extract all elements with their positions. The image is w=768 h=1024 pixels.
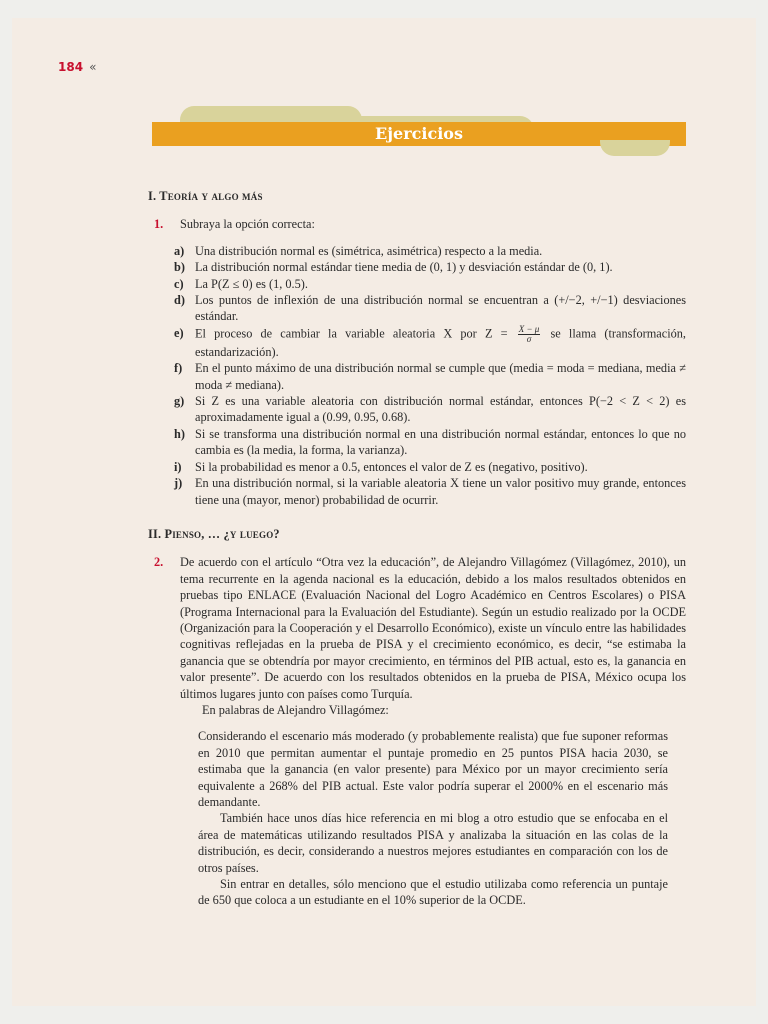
page-number bbox=[58, 60, 96, 74]
list-item bbox=[174, 393, 686, 426]
exercise-1 bbox=[148, 216, 686, 232]
item-text: La P(Z ≤ 0) es (1, 0.5). bbox=[195, 276, 308, 291]
item-text: Los puntos de inflexión de una distribución normal se encuentran a (+/−2, +/−1) desviaciones estándar. bbox=[195, 293, 686, 324]
item-text: Si la probabilidad es menor a 0.5, entonces el valor de Z es (negativo, positivo). bbox=[195, 459, 588, 474]
item-text: En el punto máximo de una distribución normal se cumple que (media = moda = mediana, media ≠ moda ≠ mediana). bbox=[195, 361, 686, 392]
item-letter: h) bbox=[174, 426, 185, 441]
item-text: Si se transforma una distribución normal en una distribución normal estándar, entonces lo que no cambia es (la media, la forma, la varianza). bbox=[195, 426, 686, 458]
list-item bbox=[174, 426, 686, 459]
list-item bbox=[174, 276, 686, 292]
quote-intro: En palabras de Alejandro Villagómez: bbox=[202, 702, 389, 717]
item-text: En una distribución normal, si la variable aleatoria X tiene un valor positivo muy grande, entonces tiene una (mayor, menor) probabilidad de ocurrir. bbox=[195, 476, 686, 507]
item-letter: c) bbox=[174, 276, 184, 291]
item-text-post: se llama (transformación, estandarización). bbox=[195, 326, 686, 359]
item-letter: g) bbox=[174, 394, 185, 409]
item-text bbox=[195, 325, 686, 360]
quote-paragraph: Sin entrar en detalles, sólo menciono que el estudio utilizaba como referencia un puntaje de 650 que coloca a un estudiante en el 10% superior de la OCDE. bbox=[198, 877, 668, 908]
list-item bbox=[174, 360, 686, 393]
item-text-pre: El proceso de cambiar la variable aleatoria X por Z = bbox=[195, 326, 508, 341]
exercise-paragraph: De acuerdo con el artículo “Otra vez la educación”, de Alejandro Villagómez (Villagómez, 2010), un tema recurrente en la agenda nacional es la educación, debido a los malos resultados obtenidos en pruebas tipo ENLACE (Evaluación Nacional del Logro Académico en Centros Escolares) o PISA (Programa Internacional para la Evaluación del Estudiante). Según un estudio realizado por la OCDE (Organización para la Cooperación y el Desarrollo Económico), existe un vínculo entre las habilidades cognitivas reflejadas en la prueba de PISA y el crecimiento económico, es decir, “se estimaba la ganancia que se obtendría por mayor crecimiento, en términos del PIB actual, esto es, la ganancia en valor presente”. De acuerdo con los resultados obtenidos en la prueba de PISA, México ocupa los últimos lugares junto con países como Turquía. bbox=[180, 555, 686, 701]
exercise-number: 1. bbox=[154, 217, 164, 232]
item-letter: a) bbox=[174, 243, 185, 258]
fraction-numerator: X − μ bbox=[518, 323, 540, 334]
item-letter: b) bbox=[174, 260, 185, 275]
block-quote bbox=[198, 728, 668, 908]
item-letter: i) bbox=[174, 459, 182, 474]
option-list bbox=[174, 243, 686, 508]
item-letter: e) bbox=[174, 325, 184, 340]
list-item bbox=[174, 292, 686, 325]
item-text: La distribución normal estándar tiene media de (0, 1) y desviación estándar de (0, 1). bbox=[195, 260, 613, 275]
list-item bbox=[174, 475, 686, 508]
item-text: Si Z es una variable aleatoria con distribución normal estándar, entonces P(−2 < Z < 2) es aproximadamente igual a (0.99, 0.95, 0.68). bbox=[195, 394, 686, 425]
page-number-text: 184 bbox=[58, 60, 84, 74]
quote-paragraph: Considerando el escenario más moderado (y probablemente realista) que fue suponer reformas en 2010 que permitan aumentar el puntaje promedio en 25 puntos PISA hacia 2030, se estimaba que la ganancia (en valor presente) para México por un mayor crecimiento sería equivalente a 268% del PIB actual. Este valor podría superar el 2000% en el escenario más demandante. bbox=[198, 729, 668, 809]
list-item bbox=[174, 259, 686, 275]
content bbox=[148, 188, 686, 909]
item-letter: d) bbox=[174, 293, 185, 308]
list-item bbox=[174, 243, 686, 259]
item-letter: f) bbox=[174, 361, 183, 376]
exercise-text: Subraya la opción correcta: bbox=[180, 217, 315, 232]
section-heading-1: I. Teoría y algo más bbox=[148, 189, 263, 203]
banner-title: Ejercicios bbox=[375, 124, 463, 143]
fraction bbox=[518, 325, 541, 344]
page-arrow: « bbox=[89, 60, 97, 74]
section-heading-2: II. Pienso, … ¿y luego? bbox=[148, 526, 280, 541]
exercise-text bbox=[180, 554, 686, 718]
fraction-denominator: σ bbox=[526, 333, 532, 344]
list-item bbox=[174, 325, 686, 360]
list-item bbox=[174, 459, 686, 475]
quote-paragraph: También hace unos días hice referencia en mi blog a otro estudio que se enfocaba en el área de matemáticas utilizando resultados PISA y analizaba la situación en las colas de la distribución, es decir, considerando a nuestros mejores estudiantes en comparación con los de otros países. bbox=[198, 811, 668, 875]
exercise-number: 2. bbox=[154, 555, 164, 570]
exercise-2 bbox=[148, 554, 686, 718]
item-letter: j) bbox=[174, 476, 183, 491]
item-text: Una distribución normal es (simétrica, asimétrica) respecto a la media. bbox=[195, 243, 543, 258]
